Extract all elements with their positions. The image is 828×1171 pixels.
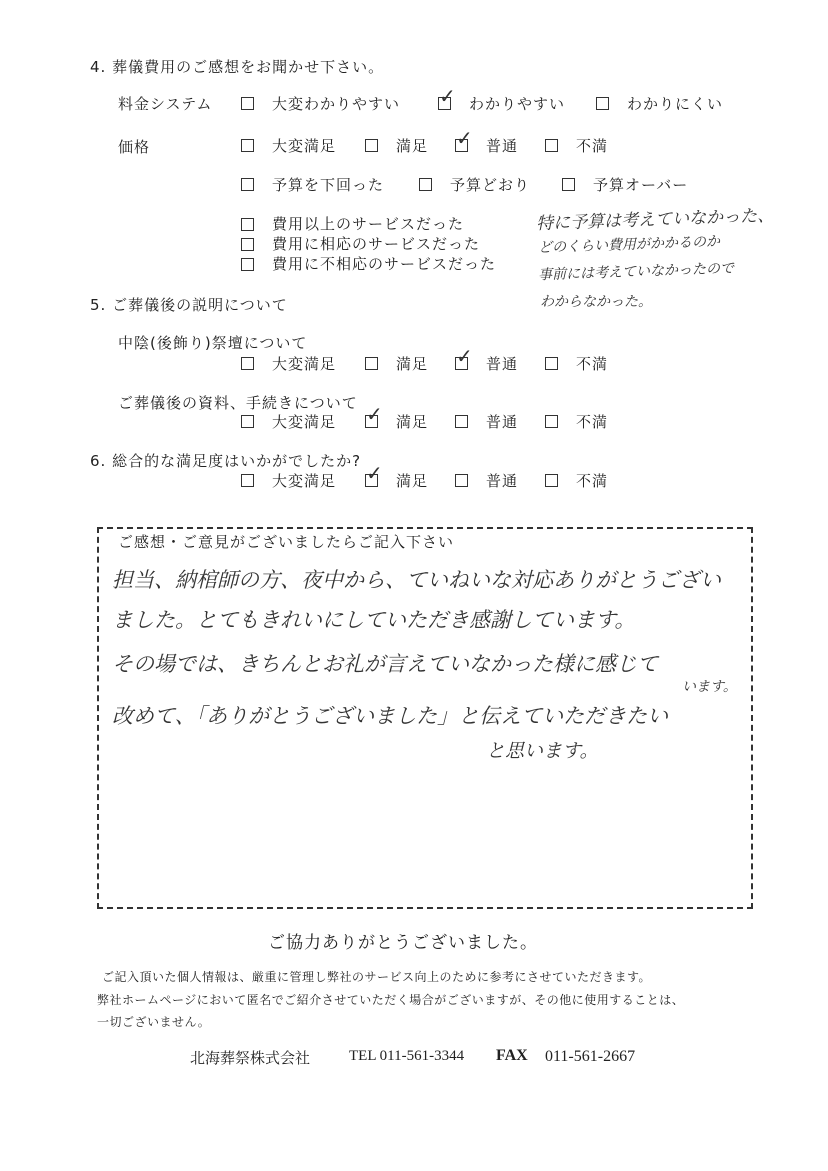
q4-price-option-1: 大変満足: [272, 137, 337, 155]
q6-option-4: 不満: [576, 472, 609, 490]
q5-sub2-label: ご葬儀後の資料、手続きについて: [118, 394, 358, 412]
q5-sub1-label: 中陰(後飾り)祭壇について: [118, 334, 308, 352]
q4-service-option-2: 費用に相応のサービスだった: [272, 235, 481, 253]
q5-sub1-check-mark: ✓: [456, 344, 473, 368]
q4-service-checkbox-3[interactable]: [241, 258, 254, 271]
q4-price-option-3: 普通: [486, 137, 519, 155]
q4-title: 4. 葬儀費用のご感想をお聞かせ下さい。: [90, 58, 385, 76]
q5-sub2-check-mark: ✓: [366, 402, 383, 426]
q6-option-2: 満足: [396, 472, 429, 490]
comment-line-4: います。: [682, 679, 737, 695]
thanks-message: ご協力ありがとうございました。: [268, 933, 538, 953]
comment-line-2: ました。とてもきれいにしていただき感謝しています。: [112, 608, 636, 632]
q6-option-3: 普通: [486, 472, 519, 490]
privacy-note-2: 弊社ホームページにおいて匿名でご紹介させていただく場合がございますが、その他に使用することは、: [97, 993, 685, 1007]
company-fax-label: FAX: [496, 1047, 528, 1064]
q6-option-1: 大変満足: [272, 472, 337, 490]
q6-check-mark: ✓: [366, 461, 383, 485]
comment-line-3: その場では、きちんとお礼が言えていなかった様に感じて: [112, 652, 658, 676]
q4-price-checkbox-1[interactable]: [241, 139, 254, 152]
q6-title: 6. 総合的な満足度はいかがでしたか?: [90, 452, 362, 470]
privacy-note-1: ご記入頂いた個人情報は、厳重に管理し弊社のサービス向上のために参考にさせていただきます。: [102, 970, 652, 984]
q4-budget-checkbox-2[interactable]: [419, 178, 432, 191]
q5-sub1-checkbox-4[interactable]: [545, 357, 558, 370]
q4-service-checkbox-2[interactable]: [241, 238, 254, 251]
q6-checkbox-3[interactable]: [455, 474, 468, 487]
q4-system-option-2: わかりやすい: [469, 95, 566, 113]
q5-sub2-checkbox-4[interactable]: [545, 415, 558, 428]
q5-sub1-option-2: 満足: [396, 355, 429, 373]
company-name: 北海葬祭株式会社: [190, 1049, 311, 1067]
q4-system-label: 料金システム: [118, 95, 213, 113]
q6-checkbox-1[interactable]: [241, 474, 254, 487]
company-tel: TEL 011-561-3344: [349, 1048, 465, 1064]
q4-budget-checkbox-1[interactable]: [241, 178, 254, 191]
q5-sub1-checkbox-2[interactable]: [365, 357, 378, 370]
q4-handwritten-note-4: わからなかった。: [540, 294, 652, 310]
comments-heading: ご感想・ご意見がございましたらご記入下さい: [118, 533, 455, 551]
q4-budget-option-3: 予算オーバー: [593, 176, 689, 194]
q5-sub1-checkbox-1[interactable]: [241, 357, 254, 370]
privacy-note-3: 一切ございません。: [97, 1015, 211, 1029]
q5-sub1-option-3: 普通: [486, 355, 519, 373]
q4-price-checkbox-2[interactable]: [365, 139, 378, 152]
q4-system-option-1: 大変わかりやすい: [272, 95, 401, 113]
q4-budget-checkbox-3[interactable]: [562, 178, 575, 191]
q5-sub1-option-4: 不満: [576, 355, 609, 373]
q4-service-checkbox-1[interactable]: [241, 218, 254, 231]
q5-sub2-option-3: 普通: [486, 413, 519, 431]
q4-system-option-3: わかりにくい: [627, 95, 724, 113]
comment-line-5: 改めて、「ありがとうございました」と伝えていただきたい: [112, 704, 669, 728]
q4-price-check-mark: ✓: [456, 126, 473, 150]
q4-system-check-mark: ✓: [439, 84, 456, 108]
q5-sub2-option-4: 不満: [576, 413, 609, 431]
q4-price-label: 価格: [118, 138, 151, 156]
q4-price-option-4: 不満: [576, 137, 609, 155]
q5-sub2-option-1: 大変満足: [272, 413, 337, 431]
q4-handwritten-note-1: 特に予算は考えていなかった、: [535, 205, 775, 235]
q6-checkbox-4[interactable]: [545, 474, 558, 487]
q5-sub2-checkbox-1[interactable]: [241, 415, 254, 428]
q4-budget-option-2: 予算どおり: [450, 176, 531, 194]
q4-handwritten-note-2: どのくらい費用がかかるのか: [537, 233, 721, 257]
company-fax-number: 011-561-2667: [545, 1048, 636, 1065]
q4-system-checkbox-3[interactable]: [596, 97, 609, 110]
q5-title: 5. ご葬儀後の説明について: [90, 296, 288, 314]
q4-budget-option-1: 予算を下回った: [272, 176, 385, 194]
q5-sub2-option-2: 満足: [396, 413, 429, 431]
comment-line-1: 担当、納棺師の方、夜中から、ていねいな対応ありがとうござい: [112, 568, 721, 592]
q5-sub1-option-1: 大変満足: [272, 355, 337, 373]
q5-sub2-checkbox-3[interactable]: [455, 415, 468, 428]
q4-price-checkbox-4[interactable]: [545, 139, 558, 152]
q4-service-option-3: 費用に不相応のサービスだった: [272, 255, 497, 273]
comment-line-6: と思います。: [486, 740, 599, 762]
q4-handwritten-note-3: 事前には考えていなかったので: [537, 260, 735, 284]
q4-price-option-2: 満足: [396, 137, 429, 155]
q4-service-option-1: 費用以上のサービスだった: [272, 215, 465, 233]
q4-system-checkbox-1[interactable]: [241, 97, 254, 110]
